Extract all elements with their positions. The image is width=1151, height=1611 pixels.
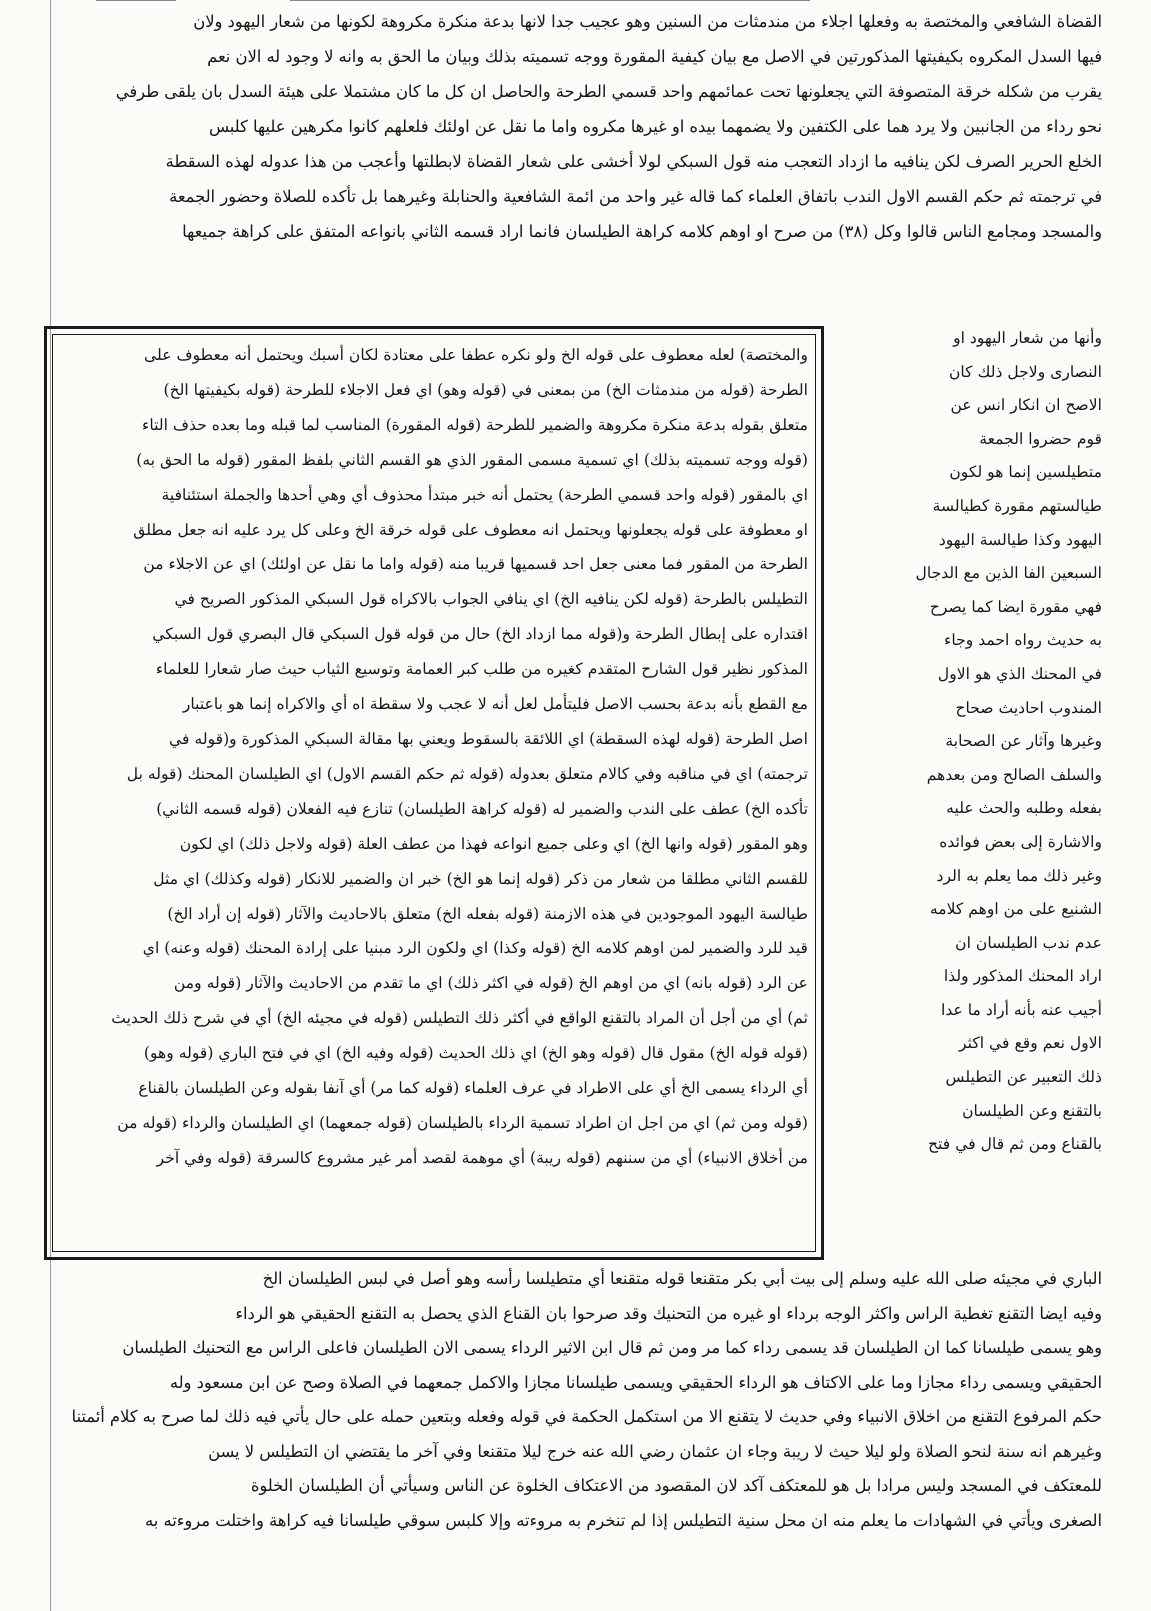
text-line: الشنيع على من اوهم كلامه — [929, 900, 1102, 919]
text-line: وغير ذلك مما يعلم به الرد — [936, 866, 1102, 885]
text-line: وأنها من شعار اليهود او — [953, 329, 1102, 347]
commentary-line: ترجمته) اي في مناقبه وفي كالام متعلق بعدوله (قوله ثم حكم القسم الاول) اي الطيلسان المحنك (قوله بل — [126, 764, 808, 783]
commentary-line: التطيلس بالطرحة (قوله لكن ينافيه الخ) اي ينافي الجواب بالاكراه قول السبكي المذكور الصريح في — [174, 590, 808, 609]
text-line: عدم ندب الطيلسان ان — [955, 933, 1102, 952]
text-line: الباري في مجيئه صلى الله عليه وسلم إلى بيت أبي بكر متقنعا قوله متقنعا أي متطيلسا رأسه وهو أصل في لبس الطيلسان الخ — [262, 1269, 1102, 1288]
main-text-bottom — [62, 1262, 1102, 1602]
text-line: الصغرى ويأتي في الشهادات ما يعلم منه ان محل سنية التطيلس إذا لم تنخرم به مروءته وإلا كلبس سوقي طيلسانا فيه كراهة واختلت مروءته به — [145, 1510, 1102, 1530]
text-line: نحو رداء من الجانبين ولا يرد هما على الكتفين ولا يضمهما بيده او غيرها مكروه واما ما نقل عن اولئك فلعلهم كانوا مكرهين عليها كلبس — [208, 117, 1102, 136]
commentary-line: الطرحة (قوله من مندمثات الخ) من بمعنى في (قوله وهو) اي فعل الاجلاء للطرحة (قوله بكيفيتها الخ) — [163, 380, 808, 399]
commentary-line: او معطوفة على قوله يجعلونها ويحتمل انه معطوف على قوله خرقة الخ وعلى كل يرد عليه انه جعل مطلق — [133, 520, 808, 539]
commentary-line: (قوله قوله الخ) مقول قال (قوله وهو الخ) اي ذلك الحديث (قوله وفيه الخ) اي في فتح الباري (قوله وهو) — [143, 1044, 808, 1063]
main-text-top — [62, 4, 1102, 314]
commentary-line: تأكده الخ) عطف على الندب والضمير له (قوله كراهة الطيلسان) تنازع فيه الفعلان (قوله قسمه الثاني) — [156, 799, 808, 818]
main-text-side-column — [840, 322, 1102, 1230]
text-line: وفيه ايضا التقنع تغطية الراس واكثر الوجه برداء او غيره من التحنيك وقد صرحوا بان القناع الذي يحصل به التقنع الحقيقي هو الرداء — [235, 1303, 1102, 1323]
commentary-line: المذكور نظير قول الشارح المتقدم كغيره من طلب كبر العمامة وتوسيع الثياب حيث صار شعارا للعلماء — [155, 660, 808, 679]
text-line: بفعله وطلبه والحث عليه — [946, 799, 1102, 818]
text-line: فيها السدل المكروه بكيفيتها المذكورتين في الاصل مع بيان كيفية المقورة ووجه تسميته بذلك وبيان ما الحق به وانه لا وجود له الان نعم — [207, 47, 1102, 66]
text-line: والمسجد ومجامع الناس قالوا وكل (٣٨) من صرح او اوهم كلامه كراهة الطيلسان فانما اراد قسمه الثاني بانواعه المتفق على كراهة جميعها — [182, 222, 1102, 241]
commentary-line: اي بالمقور (قوله واحد قسمي الطرحة) يحتمل أنه خبر مبتدأ محذوف أي وهي أحدها والجملة استئنافية — [161, 485, 808, 504]
text-line: متطيلسين إنما هو لكون — [949, 463, 1102, 482]
text-line: اراد المحنك المذكور ولذا — [943, 967, 1102, 986]
text-line: طيالستهم مقورة كطيالسة — [932, 496, 1102, 515]
text-line: والاشارة إلى بعض فوائده — [939, 832, 1102, 851]
text-line: فهي مقورة ايضا كما يصرح — [929, 597, 1102, 616]
text-line: يقرب من شكله خرقة المتصوفة التي يجعلونها تحت عمائمهم واحد قسمي الطرحة والحاصل ان كل ما كان مشتملا على هيئة السدل بان يلقى طرفي — [115, 82, 1102, 101]
text-line: النصارى ولاجل ذلك كان — [948, 362, 1102, 381]
text-line: الاول نعم وقع في اكثر — [959, 1034, 1102, 1053]
text-line: وغيرهم انه سنة لنحو الصلاة ولو ليلا حيث لا ريبة وجاء ان عثمان رضي الله عنه خرج ليلا متقنعا وفي آخر ما يقتضي ان التطيلس لا يسن — [208, 1441, 1102, 1461]
commentary-line: طيالسة اليهود الموجودين في هذه الازمنة (قوله بفعله الخ) متعلق بالاحاديث والآثار (قوله إن أراد الخ) — [167, 904, 808, 923]
commentary-line: وهو المقور (قوله وانها الخ) اي وعلى جميع انواعه فهذا من عطف العلة (قوله ولاجل ذلك) اي لكون — [179, 834, 808, 853]
text-line: قوم حضروا الجمعة — [979, 429, 1102, 448]
commentary-line: والمختصة) لعله معطوف على قوله الخ ولو نكره عطفا على معتادة لكان أسبك ويحتمل أنه معطوف على — [144, 346, 808, 364]
text-line: وهو يسمى طيلسانا كما ان الطيلسان قد يسمى رداء كما مر ومن ثم قال ابن الاثير الرداء يسمى الان الطيلسان فاعلى الراس مع التحنيك الطيلسان — [122, 1338, 1102, 1357]
top-rule-right — [290, 0, 810, 1]
text-line: به حديث رواه احمد وجاء — [944, 631, 1102, 650]
commentary-line: ثم) أي من أجل أن المراد بالتقنع الواقع في أكثر ذلك التطيلس (قوله في مجيئه الخ) أي في شرح ذلك الحديث — [111, 1009, 808, 1028]
commentary-line: متعلق بقوله بدعة منكرة مكروهة والضمير للطرحة (قوله المقورة) المناسب لما قبله وما بعده حذف التاء — [142, 415, 808, 434]
commentary-line: (قوله ووجه تسميته بذلك) اي تسمية مسمى المقور الذي هو القسم الثاني بلفظ المقور (قوله ما الحق به) — [136, 450, 808, 469]
text-line: القضاة الشافعي والمختصة به وفعلها اجلاء من مندمثات من السنين وهو عجيب جدا لانها بدعة منكرة مكروهة لكونها من شعار اليهود ولان — [193, 12, 1102, 31]
text-line: أجيب عنه بأنه أراد ما عدا — [940, 1000, 1102, 1019]
commentary-line: للقسم الثاني مطلقا من شعار من ذكر (قوله إنما هو الخ) خبر ان والضمير للانكار (قوله وكذلك) اي مثل — [153, 869, 808, 888]
text-line: اليهود وكذا طيالسة اليهود — [938, 530, 1102, 549]
commentary-line: أي الرداء يسمى الخ أي على الاطراد في عرف العلماء (قوله كما مر) أي آنفا بقوله وعن الطيلسان بالقناع — [138, 1079, 808, 1098]
text-line: للمعتكف في المسجد وليس مرادا بل هو للمعتكف آكد لان المقصود من الاعتكاف الخلوة عن الناس وسيأتي أن الطيلسان الخلوة — [250, 1476, 1102, 1495]
commentary-line: عن الرد (قوله بانه) اي من اوهم الخ (قوله في اكثر ذلك) اي ما تقدم من الاحاديث والآثار (قوله ومن — [173, 974, 808, 993]
text-line: الاصح ان انكار انس عن — [950, 396, 1102, 415]
commentary-line: الطرحة من المقور فما معنى جعل احد قسميها قريبا منه (قوله واما ما نقل عن اولئك) اي عن الاجلاء من — [143, 555, 808, 574]
commentary-line: مع القطع بأنه بدعة بحسب الاصل فليتأمل لعل أنه لا عجب ولا سقطة اه أي والاكراه إنما هو باعتبار — [182, 695, 808, 714]
text-line: السبعين الفا الذين مع الدجال — [915, 564, 1102, 583]
text-line: بالقناع ومن ثم قال في فتح — [928, 1135, 1102, 1154]
text-line: والسلف الصالح ومن بعدهم — [926, 765, 1102, 784]
top-rule-left — [96, 0, 176, 1]
commentary-line: اقتداره على إبطال الطرحة و(قوله مما ازداد الخ) حال من قوله قول السبكي قال البصري قول السبكي — [152, 625, 808, 644]
commentary-line: (قوله ومن ثم) اي من اجل ان اطراد تسمية الرداء بالطيلسان (قوله جمعهما) اي الطيلسان والرداء (قوله من — [117, 1113, 808, 1132]
commentary-line: من أخلاق الانبياء) أي من سننهم (قوله ريبة) أي موهمة لقصد أمر غير مشروع كالسرقة (قوله وفي آخر — [156, 1148, 808, 1167]
commentary-line: قيد للرد والضمير لمن اوهم كلامه الخ (قوله وكذا) اي ولكون الرد مبنيا على إرادة المحنك (قوله وعنه) اي — [142, 939, 808, 958]
text-line: في المحنك الذي هو الاول — [937, 664, 1102, 683]
text-line: في ترجمته ثم حكم القسم الاول الندب باتفاق العلماء كما قاله غير واحد من ائمة الشافعية والحنابلة وغيرهما بل تأكده للصلاة وحضور الجمعة — [169, 187, 1102, 206]
text-line: الحقيقي ويسمى رداء مجازا وما على الاكتاف هو الرداء الحقيقي ويسمى طيلسانا مجازا والاكمل جمعهما في الصلاة وصح عن ابن مسعود وله — [169, 1372, 1102, 1392]
text-line: وغيرها وآثار عن الصحابة — [945, 732, 1102, 751]
commentary-line: اصل الطرحة (قوله لهذه السقطة) اي اللائقة بالسقوط ويعني بها مقالة السبكي المذكورة و(قوله في — [169, 729, 808, 748]
text-line: بالتقنع وعن الطيلسان — [962, 1101, 1102, 1120]
text-line: ذلك التعبير عن التطيلس — [945, 1068, 1102, 1087]
text-line: حكم المرفوع التقنع من اخلاق الانبياء وفي حديث لا يتقنع الا من استكمل الحكمة في قوله وفعله وبتعين حمله على حال يأتي فيه ذلك لما صرح به كلام أئمتنا — [71, 1407, 1102, 1426]
text-line: الخلع الحرير الصرف لكن ينافيه ما ازداد التعجب منه قول السبكي لولا أخشى على شعار القضاة لابطلتها وأعجب من هذا عدوله لهذه السقطة — [165, 152, 1102, 171]
commentary-text — [60, 338, 808, 1248]
text-line: المندوب احاديث صحاح — [955, 698, 1102, 717]
